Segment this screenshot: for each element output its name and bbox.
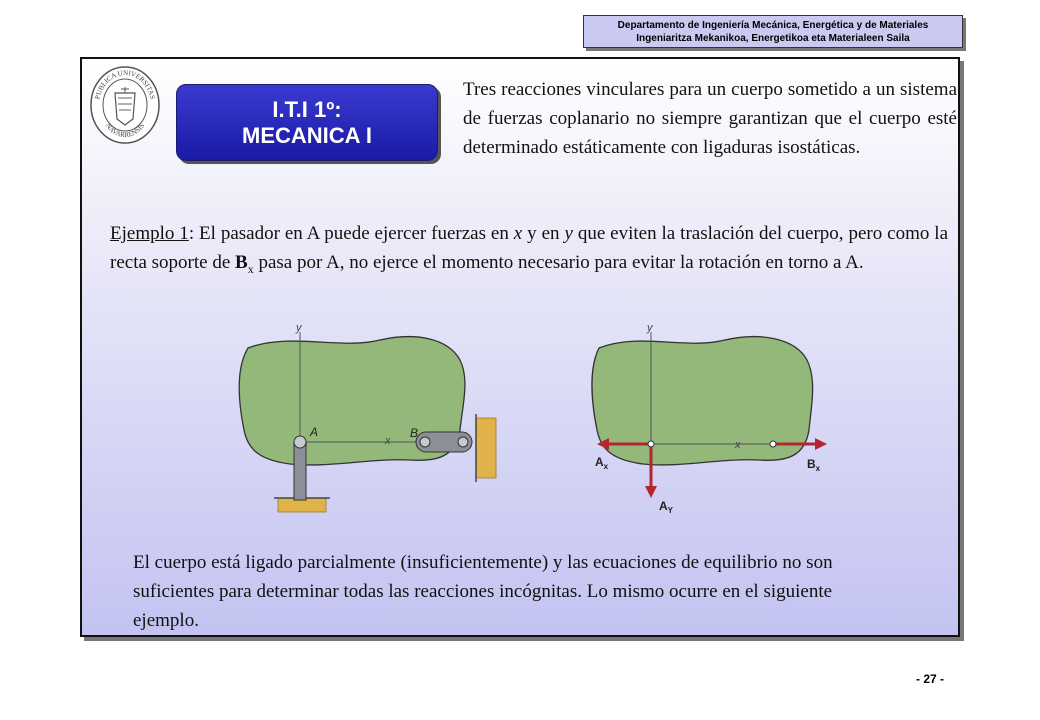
y-axis-label-left: y	[296, 322, 302, 334]
x-axis-label-left: x	[385, 435, 391, 447]
x-axis-label-right: x	[735, 439, 741, 451]
wall-support	[476, 418, 496, 478]
point-a-dot	[648, 441, 654, 447]
example-paragraph	[110, 219, 948, 284]
department-name-eu: Ingeniaritza Mekanikoa, Energetikoa eta Materialeen Saila	[636, 33, 910, 44]
example-text-a: : El pasador en A puede ejercer fuerzas en	[188, 223, 514, 244]
figure-pin-and-link	[230, 320, 510, 525]
example-var-y: y	[564, 223, 573, 244]
pin-b	[420, 437, 430, 447]
rigid-body-right	[592, 337, 813, 465]
department-name-es: Departamento de Ingeniería Mecánica, Energética y de Materiales	[617, 20, 929, 31]
point-b-dot	[770, 441, 776, 447]
course-name: MECANICA I	[242, 123, 372, 148]
page-number: - 27 -	[916, 672, 945, 686]
force-ay-label: $A_Y$	[659, 499, 674, 515]
point-b-label: B	[410, 426, 419, 440]
example-text-b: y en	[522, 223, 565, 244]
university-seal	[89, 65, 161, 145]
seal-bottom-text: NAVARRENSIS	[103, 121, 147, 140]
pin-a	[294, 436, 306, 448]
example-bx-sub: x	[247, 261, 254, 276]
conclusion-paragraph: El cuerpo está ligado parcialmente (insuficientemente) y las ecuaciones de equilibrio no son suficientes para determinar todas las reacciones incógnitas. Lo mismo ocurre en el siguiente ejemplo.	[133, 552, 833, 631]
force-ax-label: $A_x$	[595, 455, 609, 471]
example-label: Ejemplo 1	[110, 223, 189, 244]
example-text-c: que eviten la traslación del cuerpo, pero como la recta soporte de	[110, 223, 949, 273]
pin-post	[294, 442, 306, 500]
example-bx-base: B	[235, 252, 248, 273]
department-header	[583, 15, 963, 48]
seal-top-text: PUBLICA UNIVERSITAS	[93, 68, 157, 101]
figure-free-body	[585, 320, 835, 525]
force-bx-label: $B_x$	[807, 457, 821, 473]
point-a-label: A	[310, 425, 319, 439]
course-code: I.T.I 1º:	[272, 97, 342, 122]
y-axis-label-right: y	[647, 322, 653, 334]
example-text-d: pasa por A, no ejerce el momento necesario para evitar la rotación en torno a A.	[253, 252, 864, 273]
course-title-badge	[176, 84, 438, 161]
example-var-x: x	[513, 223, 523, 244]
intro-paragraph: Tres reacciones vinculares para un cuerpo sometido a un sistema de fuerzas coplanario no siempre garantizan que el cuerpo esté determinado estáticamente con ligaduras isostáticas.	[463, 79, 957, 158]
